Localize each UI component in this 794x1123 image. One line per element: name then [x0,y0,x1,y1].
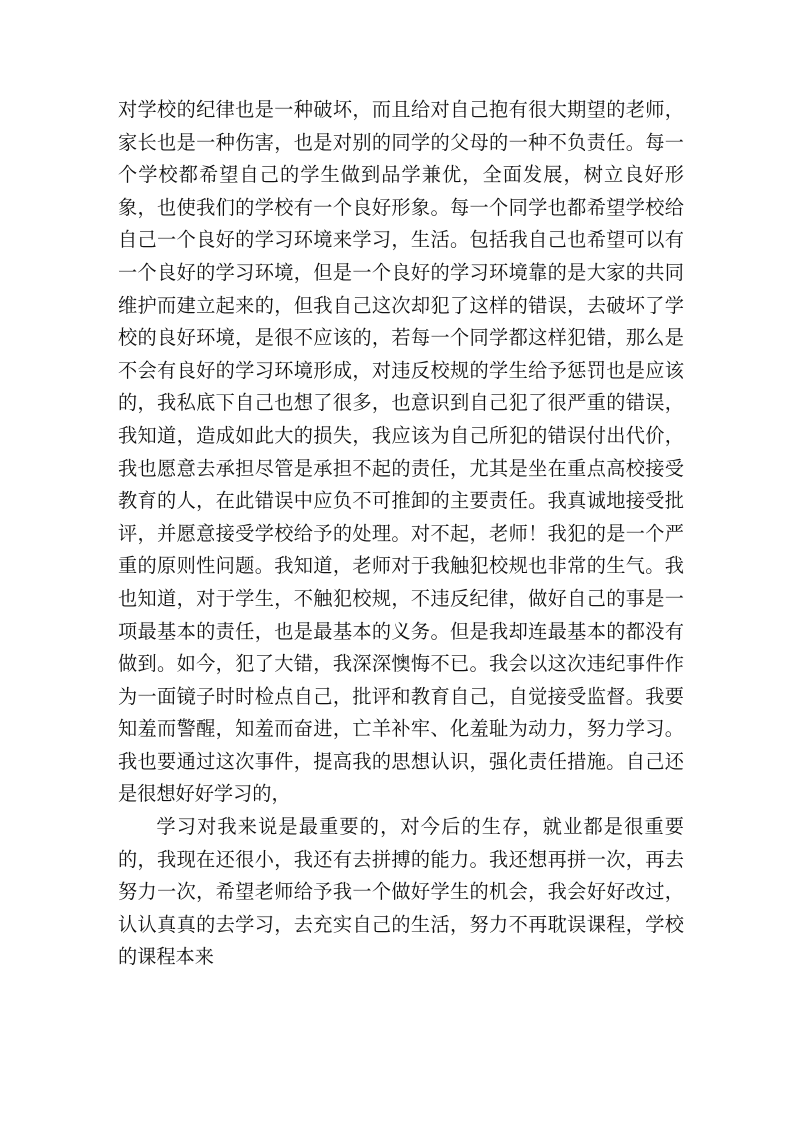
paragraph-1: 对学校的纪律也是一种破坏，而且给对自己抱有很大期望的老师，家长也是一种伤害，也是对别的同学的父母的一种不负责任。每一个学校都希望自己的学生做到品学兼优，全面发展，树立良好形象，也使我们的学校有一个良好形象。每一个同学也都希望学校给自己一个良好的学习环境来学习，生活。包括我自己也希望可以有一个良好的学习环境，但是一个良好的学习环境靠的是大家的共同维护而建立起来的，但我自己这次却犯了这样的错误，去破坏了学校的良好环境，是很不应该的，若每一个同学都这样犯错，那么是不会有良好的学习环境形成，对违反校规的学生给予惩罚也是应该的，我私底下自己也想了很多，也意识到自己犯了很严重的错误，我知道，造成如此大的损失，我应该为自己所犯的错误付出代价，我也愿意去承担尽管是承担不起的责任，尤其是坐在重点高校接受教育的人，在此错误中应负不可推卸的主要责任。我真诚地接受批评，并愿意接受学校给予的处理。对不起，老师！我犯的是一个严重的原则性问题。我知道，老师对于我触犯校规也非常的生气。我也知道，对于学生，不触犯校规，不违反纪律，做好自己的事是一项最基本的责任，也是最基本的义务。但是我却连最基本的都没有做到。如今，犯了大错，我深深懊悔不已。我会以这次违纪事件作为一面镜子时时检点自己，批评和教育自己，自觉接受监督。我要知羞而警醒，知羞而奋进，亡羊补牢、化羞耻为动力，努力学习。我也要通过这次事件，提高我的思想认识，强化责任措施。自己还是很想好好学习的， [118,98,684,806]
paragraph-2: 学习对我来说是最重要的，对今后的生存，就业都是很重要的，我现在还很小，我还有去拼搏的能力。我还想再拼一次，再去努力一次，希望老师给予我一个做好学生的机会，我会好好改过，认认真真的去学习，去充实自己的生活，努力不再耽误课程，学校的课程本来 [118,815,684,969]
document-body [118,94,684,974]
